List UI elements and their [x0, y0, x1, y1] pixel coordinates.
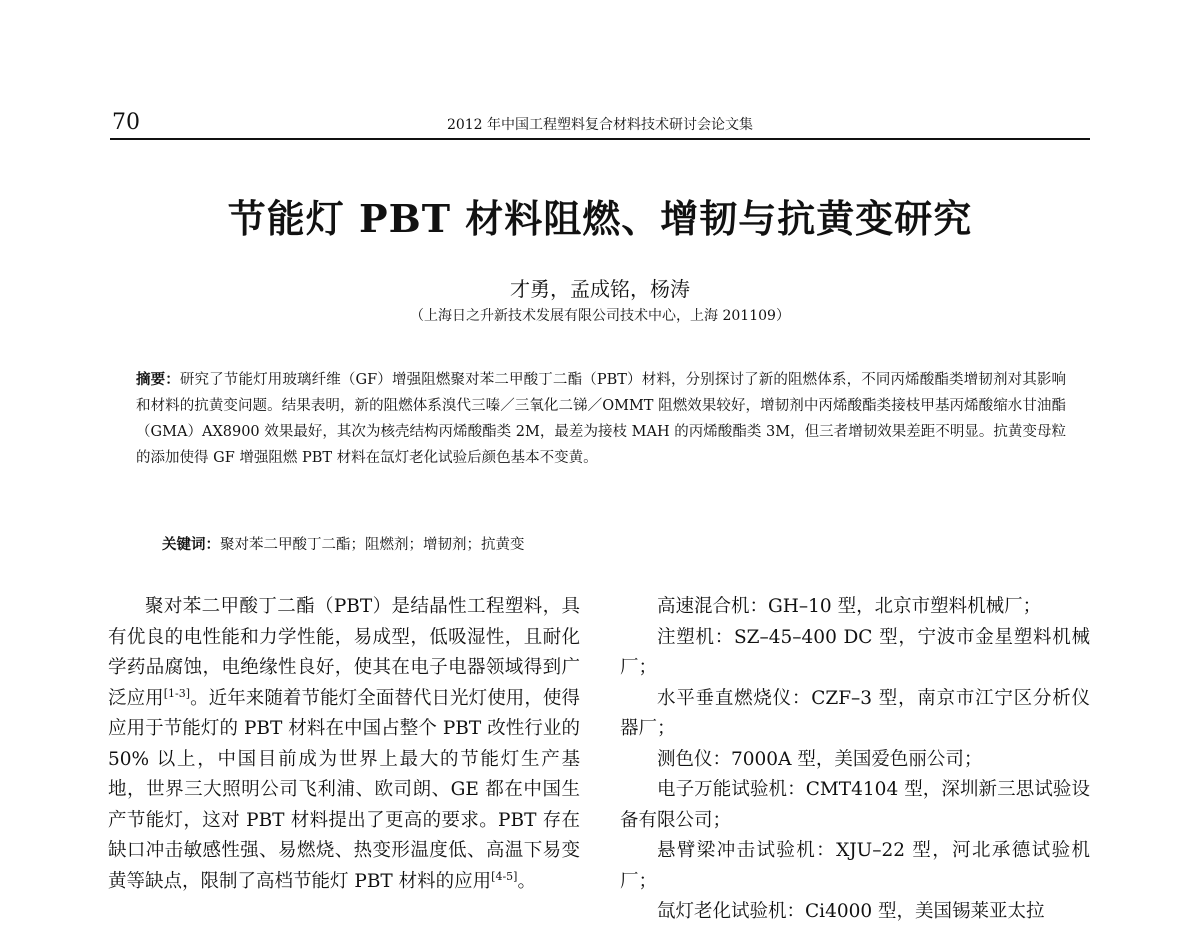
keywords-label: 关键词：: [162, 537, 220, 553]
running-header: 2012 年中国工程塑料复合材料技术研讨会论文集: [446, 117, 754, 133]
page-number: 70: [112, 110, 140, 135]
abstract: [136, 367, 1066, 471]
intro-text-2: 。近年来随着节能灯全面替代日光灯使用，使得应用于节能灯的 PBT 材料在中国占整个 PBT 改性行业的 50% 以上，中国目前成为世界上最大的节能灯生产基地，世界三大照明公司飞利浦、欧司朗、GE 都在中国生产节能灯，这对 PBT 材料提出了更高的要求。PBT 存在缺口冲击敏感性强、易燃烧、热变形温度低、高温下易变黄等缺点，限制了高档节能灯 PBT 材料的应用: [108, 687, 580, 892]
paper-title: 节能灯 PBT 材料阻燃、增韧与抗黄变研究: [227, 196, 973, 241]
equipment-item: 高速混合机：GH–10 型，北京市塑料机械厂；: [657, 596, 1042, 617]
keywords: [162, 532, 1062, 558]
equipment-item: 测色仪：7000A 型，美国爱色丽公司；: [657, 748, 983, 770]
intro-text-3: 。: [517, 870, 536, 892]
equipment-item: 水平垂直燃烧仪：CZF–3 型，南京市江宁区分析仪器厂；: [620, 687, 1090, 739]
intro-paragraph: [108, 592, 580, 897]
equipment-item: 电子万能试验机：CMT4104 型，深圳新三思试验设备有限公司；: [620, 779, 1090, 831]
abstract-label: 摘要：: [136, 372, 180, 388]
affiliation: （上海日之升新技术发展有限公司技术中心，上海 201109）: [410, 308, 790, 324]
equipment-item: 悬臂梁冲击试验机：XJU–22 型，河北承德试验机厂；: [620, 840, 1090, 892]
citation-1-3: [1-3]: [163, 686, 191, 700]
citation-4-5: [4-5]: [491, 869, 518, 883]
equipment-item: 氙灯老化试验机：Ci4000 型，美国锡莱亚太拉: [657, 901, 1045, 922]
left-column: [108, 592, 580, 897]
intro-text-1: 聚对苯二甲酸丁二酯（PBT）是结晶性工程塑料，具有优良的电性能和力学性能，易成型，低吸湿性，且耐化学药品腐蚀，电绝缘性良好，使其在电子电器领域得到广泛应用: [108, 596, 580, 709]
abstract-text: 研究了节能灯用玻璃纤维（GF）增强阻燃聚对苯二甲酸丁二酯（PBT）材料，分别探讨了新的阻燃体系，不同丙烯酸酯类增韧剂对其影响和材料的抗黄变问题。结果表明，新的阻燃体系溴代三嗪／三氧化二锑／OMMT 阻燃效果较好，增韧剂中丙烯酸酯类接枝甲基丙烯酸缩水甘油酯（GMA）AX8900 效果最好，其次为核壳结构丙烯酸酯类 2M，最差为接枝 MAH 的丙烯酸酯类 3M，但三者增韧效果差距不明显。抗黄变母粒的添加使得 GF 增强阻燃 PBT 材料在氙灯老化试验后颜色基本不变黄。: [136, 372, 1066, 466]
header-rule: [110, 138, 1090, 140]
equipment-item: 注塑机：SZ–45–400 DC 型，宁波市金星塑料机械厂；: [620, 626, 1090, 678]
right-column: [620, 592, 1090, 928]
keywords-text: 聚对苯二甲酸丁二酯；阻燃剂；增韧剂；抗黄变: [220, 537, 525, 553]
authors: 才勇，孟成铭，杨涛: [510, 277, 690, 301]
